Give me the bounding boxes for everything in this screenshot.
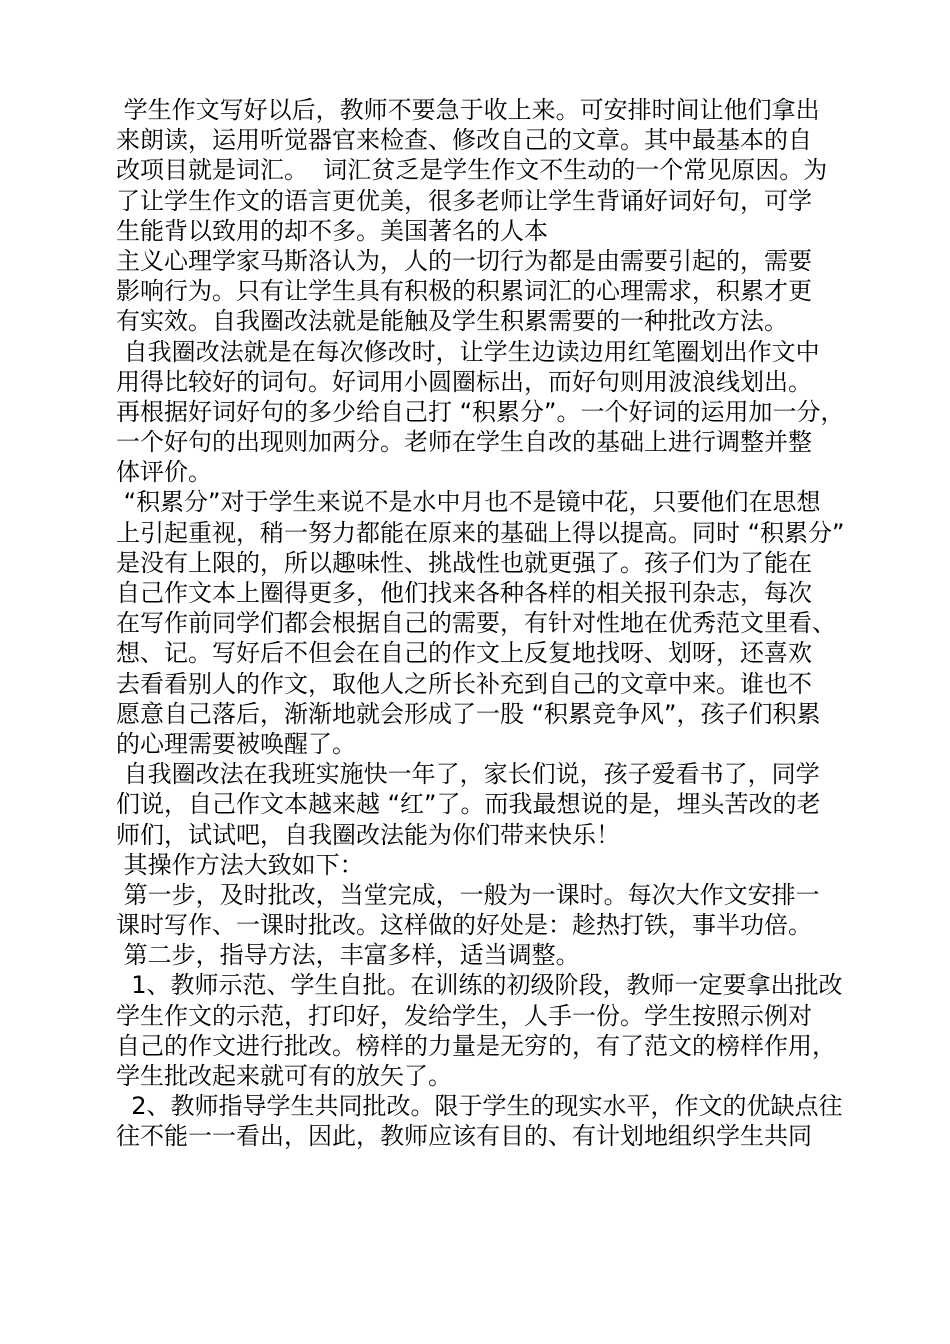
text-line: 学生作文写好以后，教师不要急于收上来。可安排时间让他们拿出	[116, 96, 820, 124]
body-text	[116, 95, 856, 1152]
text-line: 用得比较好的词句。好词用小圆圈标出，而好句则用波浪线划出。	[116, 367, 812, 396]
text-line: 第一步，及时批改，当堂完成，一般为一课时。每次大作文安排一	[116, 880, 820, 909]
text-line: 再根据好词好句的多少给自己打 “积累分”。一个好词的运用加一分，	[116, 397, 845, 426]
text-line: 有实效。自我圈改法就是能触及学生积累需要的一种批改方法。	[116, 307, 788, 336]
text-line: “积累分”对于学生来说不是水中月也不是镜中花，只要他们在思想	[116, 488, 821, 517]
text-line: 来朗读，运用听觉器官来检查、修改自己的文章。其中最基本的自	[116, 126, 812, 155]
text-line: 是没有上限的，所以趣味性、挑战性也就更强了。孩子们为了能在	[116, 548, 812, 577]
text-line: 改项目就是词汇。 词汇贫乏是学生作文不生动的一个常见原因。为	[116, 156, 828, 185]
text-line: 去看看别人的作文，取他人之所长补充到自己的文章中来。谁也不	[116, 669, 812, 698]
text-line: 课时写作、一课时批改。这样做的好处是：趁热打铁，事半功倍。	[116, 911, 812, 940]
text-line: 自我圈改法在我班实施快一年了，家长们说，孩子爱看书了，同学	[116, 760, 820, 789]
text-line: 生能背以致用的却不多。美国著名的人本	[116, 216, 548, 245]
text-line: 自己的作文进行批改。榜样的力量是无穷的，有了范文的榜样作用，	[116, 1031, 836, 1060]
text-line: 们说，自己作文本越来越 “红”了。而我最想说的是，埋头苦改的老	[116, 790, 821, 819]
text-line: 一个好句的出现则加两分。老师在学生自改的基础上进行调整并整	[116, 428, 812, 457]
text-line: 的心理需要被唤醒了。	[116, 729, 356, 758]
text-line: 上引起重视，稍一努力都能在原来的基础上得以提高。同时 “积累分”	[116, 518, 845, 547]
text-line: 2、教师指导学生共同批改。限于学生的现实水平，作文的优缺点往	[116, 1092, 843, 1121]
text-line: 主义心理学家马斯洛认为，人的一切行为都是由需要引起的，需要	[116, 246, 812, 275]
text-line: 影响行为。只有让学生具有积极的积累词汇的心理需求，积累才更	[116, 277, 812, 306]
text-line: 愿意自己落后，渐渐地就会形成了一股 “积累竞争风”，孩子们积累	[116, 699, 821, 728]
text-line: 在写作前同学们都会根据自己的需要，有针对性地在优秀范文里看、	[116, 609, 836, 638]
text-line: 了让学生作文的语言更优美，很多老师让学生背诵好词好句，可学	[116, 186, 812, 215]
text-line: 学生作文的示范，打印好，发给学生，人手一份。学生按照示例对	[116, 1001, 812, 1030]
text-line: 第二步，指导方法，丰富多样，适当调整。	[116, 941, 580, 970]
text-line: 其操作方法大致如下：	[116, 850, 364, 879]
text-line: 1、教师示范、学生自批。在训练的初级阶段，教师一定要拿出批改	[116, 971, 843, 1000]
text-line: 自我圈改法就是在每次修改时，让学生边读边用红笔圈划出作文中	[116, 337, 820, 366]
text-line: 往不能一一看出，因此，教师应该有目的、有计划地组织学生共同	[116, 1122, 812, 1151]
text-line: 自己作文本上圈得更多，他们找来各种各样的相关报刊杂志，每次	[116, 579, 812, 607]
text-line: 想、记。写好后不但会在自己的作文上反复地找呀、划呀，还喜欢	[116, 639, 812, 668]
text-line: 学生批改起来就可有的放矢了。	[116, 1062, 452, 1090]
text-line: 体评价。	[116, 458, 212, 487]
text-line: 师们，试试吧，自我圈改法能为你们带来快乐！	[116, 820, 620, 849]
